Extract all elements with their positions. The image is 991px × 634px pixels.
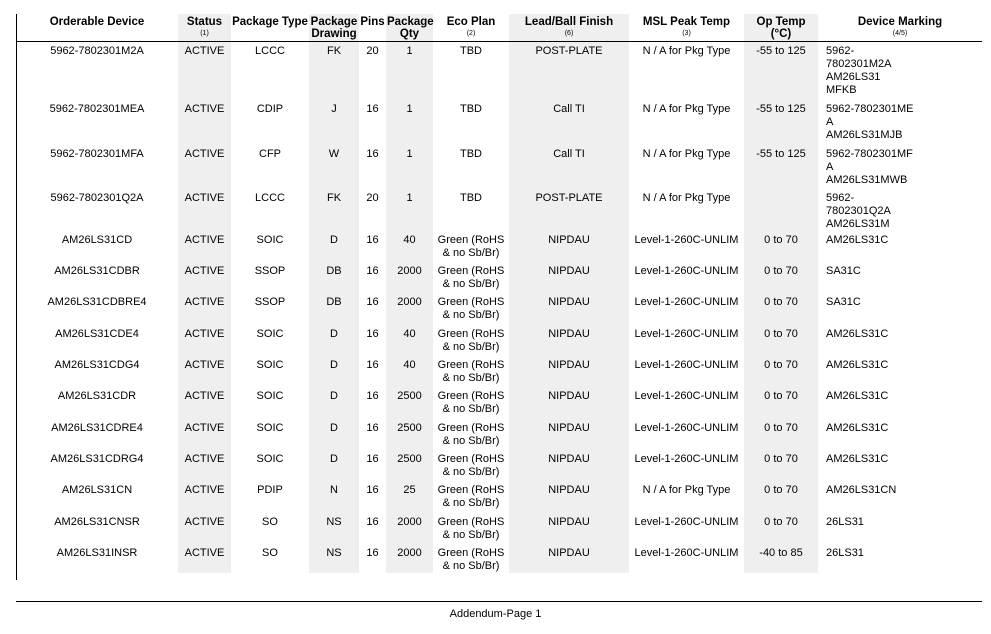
package-qty-cell: 2000: [386, 513, 433, 544]
package-type-cell: LCCC: [255, 191, 285, 204]
package-drawing-cell: W: [309, 145, 359, 189]
column-header: [629, 14, 744, 42]
device-marking-line: AM26LS31MJB: [826, 128, 903, 141]
eco-plan-line: & no Sb/Br): [442, 559, 500, 572]
package-qty-cell: 1: [386, 145, 433, 189]
status-cell: ACTIVE: [178, 189, 231, 231]
orderable-device-cell: 5962-7802301Q2A: [50, 191, 144, 204]
package-qty-cell: 40: [386, 356, 433, 387]
table-row: [16, 387, 982, 419]
column-header: [509, 14, 629, 42]
package-qty-cell: 1: [386, 100, 433, 145]
device-marking-line: 7802301Q2A: [826, 204, 891, 217]
msl-peak-temp-cell: N / A for Pkg Type: [642, 191, 731, 204]
lead-finish-cell: Call TI: [509, 145, 629, 189]
table-row: [16, 513, 982, 544]
msl-peak-temp-cell: Level-1-260C-UNLIM: [634, 295, 739, 308]
op-temp-cell: -55 to 125: [744, 145, 818, 189]
device-marking-line: 5962-7802301ME: [826, 102, 914, 115]
op-temp-cell: [744, 189, 818, 231]
eco-plan-cell: [433, 356, 509, 387]
package-qty-cell: 40: [386, 231, 433, 262]
pins-cell: 16: [366, 515, 379, 528]
pins-cell: 20: [366, 45, 379, 57]
column-header-footnote: (1): [200, 30, 209, 37]
lead-finish-cell: NIPDAU: [509, 544, 629, 573]
column-header-label: Package Drawing: [310, 16, 358, 40]
package-drawing-cell: NS: [309, 513, 359, 544]
column-header: [744, 14, 818, 42]
device-marking-line: 26LS31: [826, 515, 864, 528]
lead-finish-cell: NIPDAU: [509, 231, 629, 262]
package-drawing-cell: J: [309, 100, 359, 145]
table-row: [16, 544, 982, 573]
status-cell: ACTIVE: [178, 293, 231, 325]
op-temp-cell: 0 to 70: [744, 513, 818, 544]
package-qty-cell: 2000: [386, 293, 433, 325]
orderable-device-cell: AM26LS31CDBR: [54, 264, 140, 277]
status-cell: ACTIVE: [178, 325, 231, 356]
table-row: [16, 481, 982, 513]
eco-plan-line: TBD: [460, 191, 482, 204]
eco-plan-cell: [433, 145, 509, 189]
status-cell: ACTIVE: [178, 481, 231, 513]
header-row: [16, 14, 982, 42]
pins-cell: 16: [366, 546, 379, 559]
device-marking-cell: [818, 387, 982, 419]
msl-peak-temp-cell: Level-1-260C-UNLIM: [634, 327, 739, 340]
column-header-label: Pins: [360, 16, 385, 28]
lead-finish-cell: NIPDAU: [509, 450, 629, 481]
column-header-footnote: (6): [564, 30, 574, 37]
device-marking-cell: [818, 231, 982, 262]
pins-cell: 16: [366, 358, 379, 371]
eco-plan-line: Green (RoHS: [437, 515, 505, 528]
lead-finish-cell: NIPDAU: [509, 293, 629, 325]
package-type-cell: SSOP: [254, 295, 286, 308]
msl-peak-temp-cell: Level-1-260C-UNLIM: [634, 358, 739, 371]
table-body: [16, 42, 982, 573]
pins-cell: 16: [366, 233, 379, 246]
eco-plan-cell: [433, 387, 509, 419]
device-marking-cell: [818, 481, 982, 513]
op-temp-cell: -40 to 85: [744, 544, 818, 573]
eco-plan-line: Green (RoHS: [437, 483, 505, 496]
device-marking-cell: [818, 513, 982, 544]
eco-plan-cell: [433, 481, 509, 513]
orderable-device-cell: AM26LS31CDG4: [54, 358, 140, 371]
device-marking-line: AM26LS31C: [826, 358, 889, 371]
pins-cell: 20: [366, 191, 379, 204]
status-cell: ACTIVE: [178, 513, 231, 544]
pins-cell: 16: [366, 264, 379, 277]
eco-plan-cell: [433, 262, 509, 293]
pins-cell: 16: [366, 483, 379, 496]
orderable-device-cell: AM26LS31CDRE4: [51, 421, 143, 434]
device-marking-line: AM26LS31M: [826, 217, 890, 230]
column-header: [178, 14, 231, 42]
pins-cell: 16: [366, 452, 379, 465]
package-drawing-cell: D: [309, 231, 359, 262]
msl-peak-temp-cell: Level-1-260C-UNLIM: [634, 233, 739, 246]
device-marking-cell: [818, 450, 982, 481]
package-type-cell: SOIC: [256, 452, 284, 465]
table-row: [16, 189, 982, 231]
package-type-cell: LCCC: [255, 45, 285, 57]
device-marking-cell: [818, 262, 982, 293]
status-cell: ACTIVE: [178, 145, 231, 189]
device-marking-line: 5962-: [826, 191, 855, 204]
op-temp-cell: 0 to 70: [744, 231, 818, 262]
column-header-label: Package Qty: [387, 16, 434, 40]
eco-plan-line: & no Sb/Br): [442, 277, 500, 290]
op-temp-cell: 0 to 70: [744, 387, 818, 419]
package-qty-cell: 2000: [386, 544, 433, 573]
device-marking-line: AM26LS31C: [826, 327, 889, 340]
column-header: [818, 14, 982, 42]
package-qty-cell: 1: [386, 189, 433, 231]
device-marking-line: AM26LS31C: [826, 233, 889, 246]
device-marking-cell: [818, 100, 982, 145]
device-marking-line: AM26LS31C: [826, 421, 889, 434]
status-cell: ACTIVE: [178, 450, 231, 481]
op-temp-cell: 0 to 70: [744, 325, 818, 356]
package-drawing-cell: FK: [309, 42, 359, 100]
msl-peak-temp-cell: N / A for Pkg Type: [642, 147, 731, 160]
msl-peak-temp-cell: Level-1-260C-UNLIM: [634, 389, 739, 402]
orderable-device-cell: AM26LS31CD: [61, 233, 133, 246]
column-header: [359, 14, 386, 42]
device-marking-cell: [818, 544, 982, 573]
lead-finish-cell: NIPDAU: [509, 356, 629, 387]
eco-plan-line: Green (RoHS: [437, 327, 505, 340]
package-qty-cell: 2500: [386, 387, 433, 419]
package-qty-cell: 2000: [386, 262, 433, 293]
device-marking-line: 7802301M2A: [826, 58, 892, 70]
device-marking-line: A: [826, 115, 834, 128]
orderable-device-cell: 5962-7802301MFA: [50, 147, 144, 160]
eco-plan-cell: [433, 100, 509, 145]
eco-plan-line: & no Sb/Br): [442, 308, 500, 321]
pins-cell: 16: [366, 102, 379, 115]
eco-plan-cell: [433, 450, 509, 481]
msl-peak-temp-cell: Level-1-260C-UNLIM: [634, 264, 739, 277]
eco-plan-line: Green (RoHS: [437, 421, 505, 434]
eco-plan-line: TBD: [460, 102, 482, 115]
status-cell: ACTIVE: [178, 387, 231, 419]
op-temp-cell: 0 to 70: [744, 293, 818, 325]
eco-plan-line: & no Sb/Br): [442, 496, 500, 509]
table-row: [16, 450, 982, 481]
package-drawing-cell: D: [309, 419, 359, 450]
device-marking-line: AM26LS31: [826, 71, 881, 83]
status-cell: ACTIVE: [178, 231, 231, 262]
column-header-footnote: (2): [466, 30, 476, 37]
package-type-cell: SSOP: [254, 264, 286, 277]
orderable-device-cell: AM26LS31CN: [61, 483, 133, 496]
eco-plan-line: & no Sb/Br): [442, 246, 500, 259]
package-qty-cell: 25: [386, 481, 433, 513]
lead-finish-cell: NIPDAU: [509, 513, 629, 544]
device-marking-cell: [818, 293, 982, 325]
column-header-footnote: (4/5): [892, 30, 908, 37]
pins-cell: 16: [366, 327, 379, 340]
table-row: [16, 293, 982, 325]
column-header-label: Package Type: [232, 16, 308, 28]
op-temp-cell: 0 to 70: [744, 481, 818, 513]
eco-plan-cell: [433, 231, 509, 262]
column-header-label: Device Marking: [857, 16, 943, 28]
package-type-cell: SOIC: [256, 233, 284, 246]
footer-divider: [16, 601, 982, 602]
package-qty-cell: 40: [386, 325, 433, 356]
table-row: [16, 42, 982, 100]
eco-plan-cell: [433, 42, 509, 100]
column-header-label: Orderable Device: [49, 16, 145, 28]
pins-cell: 16: [366, 421, 379, 434]
orderable-device-cell: AM26LS31CDRG4: [50, 452, 144, 465]
eco-plan-cell: [433, 419, 509, 450]
op-temp-cell: 0 to 70: [744, 356, 818, 387]
device-marking-line: A: [826, 160, 834, 173]
device-marking-line: 26LS31: [826, 546, 864, 559]
package-drawing-cell: DB: [309, 262, 359, 293]
lead-finish-cell: NIPDAU: [509, 419, 629, 450]
device-marking-line: MFKB: [826, 84, 857, 96]
status-cell: ACTIVE: [178, 356, 231, 387]
package-type-cell: PDIP: [257, 483, 283, 496]
package-drawing-cell: NS: [309, 544, 359, 573]
package-type-cell: SOIC: [256, 358, 284, 371]
orderable-device-cell: AM26LS31CDBRE4: [47, 295, 147, 308]
eco-plan-line: & no Sb/Br): [442, 402, 500, 415]
column-header-label: Status: [186, 16, 223, 28]
package-qty-cell: 1: [386, 42, 433, 100]
table-row: [16, 325, 982, 356]
package-type-cell: CDIP: [256, 102, 284, 115]
device-marking-cell: [818, 356, 982, 387]
op-temp-cell: 0 to 70: [744, 450, 818, 481]
lead-finish-cell: NIPDAU: [509, 481, 629, 513]
status-cell: ACTIVE: [178, 544, 231, 573]
msl-peak-temp-cell: Level-1-260C-UNLIM: [634, 452, 739, 465]
device-marking-line: SA31C: [826, 264, 861, 277]
eco-plan-line: Green (RoHS: [437, 295, 505, 308]
pins-cell: 16: [366, 295, 379, 308]
device-marking-cell: [818, 42, 982, 100]
status-cell: ACTIVE: [178, 100, 231, 145]
column-header: [16, 14, 178, 42]
msl-peak-temp-cell: N / A for Pkg Type: [642, 102, 731, 115]
eco-plan-line: Green (RoHS: [437, 389, 505, 402]
column-header-label: Eco Plan: [446, 16, 496, 28]
msl-peak-temp-cell: Level-1-260C-UNLIM: [634, 546, 739, 559]
package-type-cell: SOIC: [256, 327, 284, 340]
op-temp-cell: 0 to 70: [744, 419, 818, 450]
device-marking-cell: [818, 189, 982, 231]
eco-plan-line: & no Sb/Br): [442, 434, 500, 447]
device-marking-line: AM26LS31C: [826, 452, 889, 465]
eco-plan-line: TBD: [460, 147, 482, 160]
device-marking-cell: [818, 325, 982, 356]
eco-plan-line: Green (RoHS: [437, 546, 505, 559]
table-row: [16, 145, 982, 189]
msl-peak-temp-cell: Level-1-260C-UNLIM: [634, 515, 739, 528]
package-drawing-cell: D: [309, 325, 359, 356]
package-drawing-cell: N: [309, 481, 359, 513]
lead-finish-cell: NIPDAU: [509, 262, 629, 293]
op-temp-cell: -55 to 125: [744, 42, 818, 100]
eco-plan-line: Green (RoHS: [437, 358, 505, 371]
op-temp-cell: -55 to 125: [744, 100, 818, 145]
status-cell: ACTIVE: [178, 419, 231, 450]
eco-plan-line: & no Sb/Br): [442, 465, 500, 478]
device-marking-cell: [818, 145, 982, 189]
eco-plan-line: TBD: [460, 45, 482, 57]
op-temp-cell: 0 to 70: [744, 262, 818, 293]
eco-plan-cell: [433, 189, 509, 231]
table-row: [16, 262, 982, 293]
package-drawing-cell: D: [309, 450, 359, 481]
eco-plan-line: Green (RoHS: [437, 233, 505, 246]
eco-plan-cell: [433, 293, 509, 325]
package-qty-cell: 2500: [386, 450, 433, 481]
column-header: [309, 14, 359, 42]
column-header: [231, 14, 309, 42]
package-type-cell: SO: [262, 546, 278, 559]
device-marking-line: AM26LS31C: [826, 389, 889, 402]
package-drawing-cell: DB: [309, 293, 359, 325]
msl-peak-temp-cell: Level-1-260C-UNLIM: [634, 421, 739, 434]
column-header: [433, 14, 509, 42]
eco-plan-cell: [433, 325, 509, 356]
page-footer: Addendum-Page 1: [449, 608, 542, 620]
pins-cell: 16: [366, 389, 379, 402]
device-marking-cell: [818, 419, 982, 450]
status-cell: ACTIVE: [178, 42, 231, 100]
table-row: [16, 100, 982, 145]
eco-plan-cell: [433, 544, 509, 573]
package-drawing-cell: D: [309, 356, 359, 387]
lead-finish-cell: POST-PLATE: [509, 42, 629, 100]
column-header-label: MSL Peak Temp: [642, 16, 731, 28]
package-type-cell: SOIC: [256, 421, 284, 434]
device-marking-line: 5962-7802301MF: [826, 147, 913, 160]
device-marking-line: AM26LS31MWB: [826, 173, 908, 186]
orderable-device-cell: 5962-7802301MEA: [49, 102, 145, 115]
package-drawing-cell: FK: [309, 189, 359, 231]
status-cell: ACTIVE: [178, 262, 231, 293]
lead-finish-cell: NIPDAU: [509, 387, 629, 419]
orderable-device-cell: AM26LS31CDE4: [55, 327, 139, 340]
device-marking-line: AM26LS31CN: [826, 483, 897, 496]
package-type-cell: CFP: [259, 147, 281, 160]
msl-peak-temp-cell: N / A for Pkg Type: [642, 45, 731, 57]
orderable-device-cell: 5962-7802301M2A: [50, 45, 144, 57]
device-marking-line: SA31C: [826, 295, 861, 308]
eco-plan-line: & no Sb/Br): [442, 528, 500, 541]
eco-plan-line: Green (RoHS: [437, 264, 505, 277]
package-drawing-cell: D: [309, 387, 359, 419]
column-header-footnote: (3): [682, 30, 691, 37]
package-qty-cell: 2500: [386, 419, 433, 450]
package-type-cell: SOIC: [256, 389, 284, 402]
package-option-table: [16, 14, 982, 573]
device-marking-line: 5962-: [826, 45, 855, 57]
orderable-device-cell: AM26LS31CNSR: [54, 515, 140, 528]
eco-plan-line: & no Sb/Br): [442, 340, 500, 353]
lead-finish-cell: NIPDAU: [509, 325, 629, 356]
orderable-device-cell: AM26LS31CDR: [57, 389, 137, 402]
orderable-device-cell: AM26LS31INSR: [56, 546, 138, 559]
msl-peak-temp-cell: N / A for Pkg Type: [642, 483, 731, 496]
pins-cell: 16: [366, 147, 379, 160]
lead-finish-cell: POST-PLATE: [509, 189, 629, 231]
column-header-label: Lead/Ball Finish: [524, 16, 614, 28]
eco-plan-line: Green (RoHS: [437, 452, 505, 465]
lead-finish-cell: Call TI: [509, 100, 629, 145]
table-row: [16, 356, 982, 387]
package-type-cell: SO: [262, 515, 278, 528]
eco-plan-cell: [433, 513, 509, 544]
eco-plan-line: & no Sb/Br): [442, 371, 500, 384]
column-header: [386, 14, 433, 42]
table-row: [16, 419, 982, 450]
column-header-label: Op Temp (°C): [756, 16, 806, 40]
table-row: [16, 231, 982, 262]
